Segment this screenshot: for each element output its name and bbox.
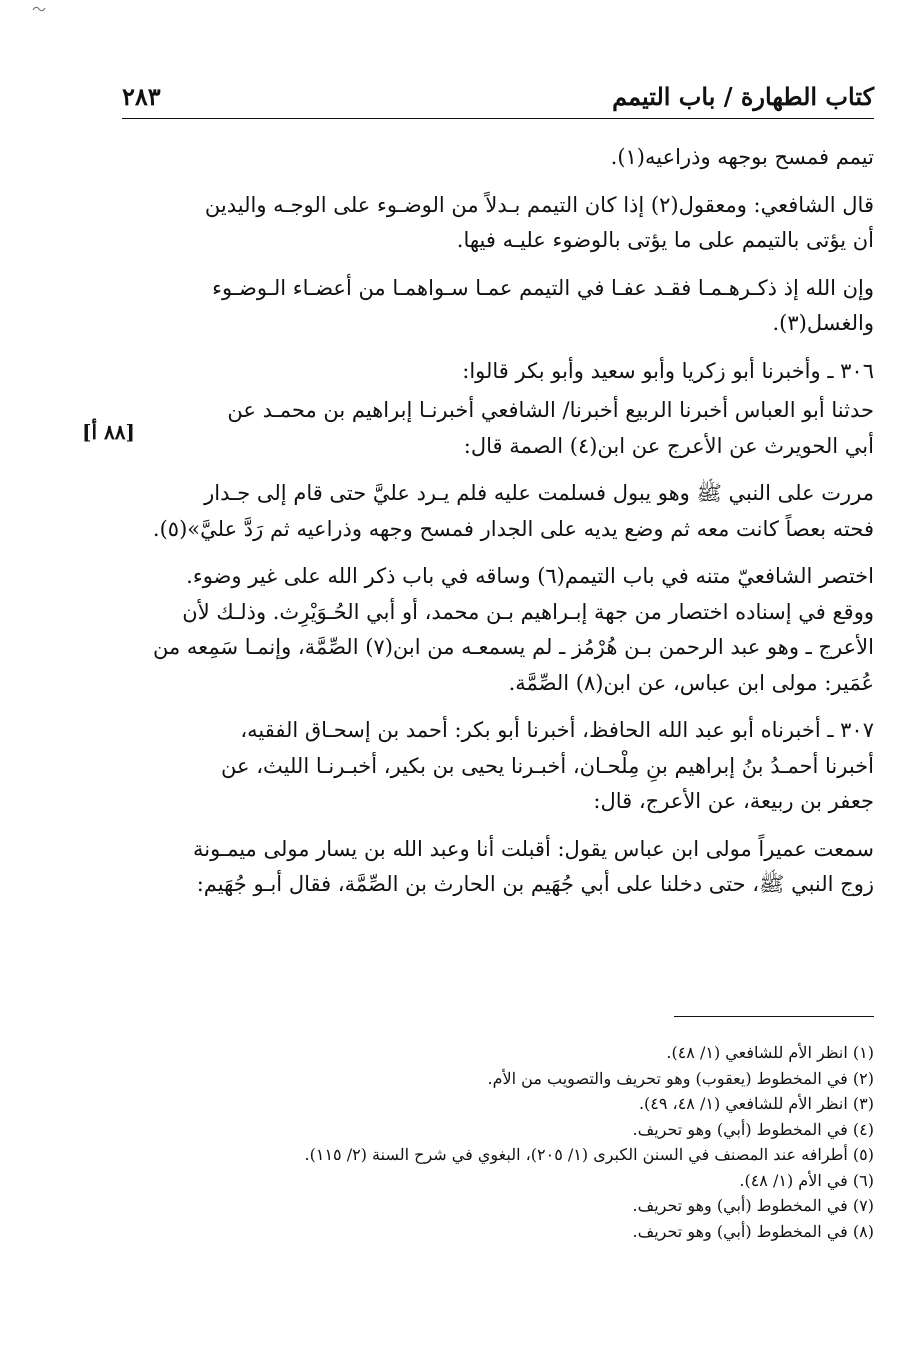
footnote-7: (٧) في المخطوط (أبي) وهو تحريف. xyxy=(632,1196,874,1215)
footnote-divider xyxy=(674,1016,874,1017)
main-text xyxy=(122,140,874,915)
paragraph-6: اختصر الشافعيّ متنه في باب التيمم(٦) وساقه في باب ذكر الله على غير وضوء. ووقع في إسناده اختصار من جهة إبـراهيم بـن محمد، أو أبي الحُـوَيْرِث. وذلـك لأن الأعرج ـ وهو عبد الرحمن بـن هُرْمُز ـ لم يسمعـه من ابن(٧) الصِّمَّة، وإنمـا سَمِعه من عُمَير: مولى ابن عباس، عن ابن(٨) الصِّمَّة. xyxy=(153,564,874,695)
page-number: ٢٨٣ xyxy=(122,82,161,111)
paragraph-3: وإن الله إذ ذكـرهـمـا فقـد عفـا في التيمم عمـا سـواهمـا من أعضـاء الـوضـوء والغسل(٣). xyxy=(212,275,874,335)
footnote-1: (١) انظر الأم للشافعي (١/ ٤٨). xyxy=(666,1043,874,1062)
paragraph-4: حدثنا أبو العباس أخبرنا الربيع أخبرنا/ الشافعي أخبرنـا إبراهيم بن محمـد عن أبي الحويرث عن الأعرج عن ابن(٤) الصمة قال: xyxy=(227,398,874,458)
paragraph-5: مررت على النبي ﷺ وهو يبول فسلمت عليه فلم يـرد عليَّ حتى قام إلى جـدار فحته بعصاً كانت معه ثم وضع يديه على الجدار فمسح وجهه وذراعيه ثم رَدَّ عليَّ»(٥). xyxy=(152,481,874,541)
footnotes xyxy=(122,1040,874,1244)
footnote-6: (٦) في الأم (١/ ٤٨). xyxy=(739,1170,874,1190)
footnote-2: (٢) في المخطوط (يعقوب) وهو تحريف والتصويب من الأم. xyxy=(487,1068,874,1088)
paragraph-8: سمعت عميراً مولى ابن عباس يقول: أقبلت أنا وعبد الله بن يسار مولى ميمـونة زوج النبي ﷺ، حتى دخلنا على أبي جُهَيم بن الحارث بن الصِّمَّة، فقال أبـو جُهَيم: xyxy=(192,836,874,896)
paragraph-hadith-307: ٣٠٧ ـ أخبرناه أبو عبد الله الحافظ، أخبرنا أبو بكر: أحمد بن إسحـاق الفقيه، أخبرنا أحمـدُ بنُ إبراهيم بنِ مِلْحـان، أخبـرنا يحيى بن بكير، أخبـرنـا الليث، عن جعفر بن ربيعة، عن الأعرج، قال: xyxy=(221,718,874,813)
footnote-4: (٤) في المخطوط (أبي) وهو تحريف. xyxy=(632,1119,874,1139)
paragraph-hadith-306-chain: ٣٠٦ ـ وأخبرنا أبو زكريا وأبو سعيد وأبو بكر قالوا: xyxy=(462,358,874,383)
manuscript-folio-marker: [٨٨ أ] xyxy=(82,420,135,444)
corner-scan-mark xyxy=(32,4,48,14)
footnote-3: (٣) انظر الأم للشافعي (١/ ٤٨، ٤٩). xyxy=(638,1094,874,1113)
footnote-8: (٨) في المخطوط (أبي) وهو تحريف. xyxy=(632,1221,874,1241)
header-title: كتاب الطهارة / باب التيمم xyxy=(612,82,874,111)
paragraph-2: قال الشافعي: ومعقول(٢) إذا كان التيمم بـدلاً من الوضـوء على الوجـه واليدين أن يؤتى بالتيمم على ما يؤتى بالوضوء عليـه فيها. xyxy=(204,192,874,252)
running-header xyxy=(122,72,874,112)
paragraph-1: تيمم فمسح بوجهه وذراعيه(١). xyxy=(610,145,874,169)
header-divider xyxy=(122,118,874,119)
footnote-5: (٥) أطرافه عند المصنف في السنن الكبرى (١/ ٢٠٥)، البغوي في شرح السنة (٢/ ١١٥). xyxy=(304,1145,874,1164)
